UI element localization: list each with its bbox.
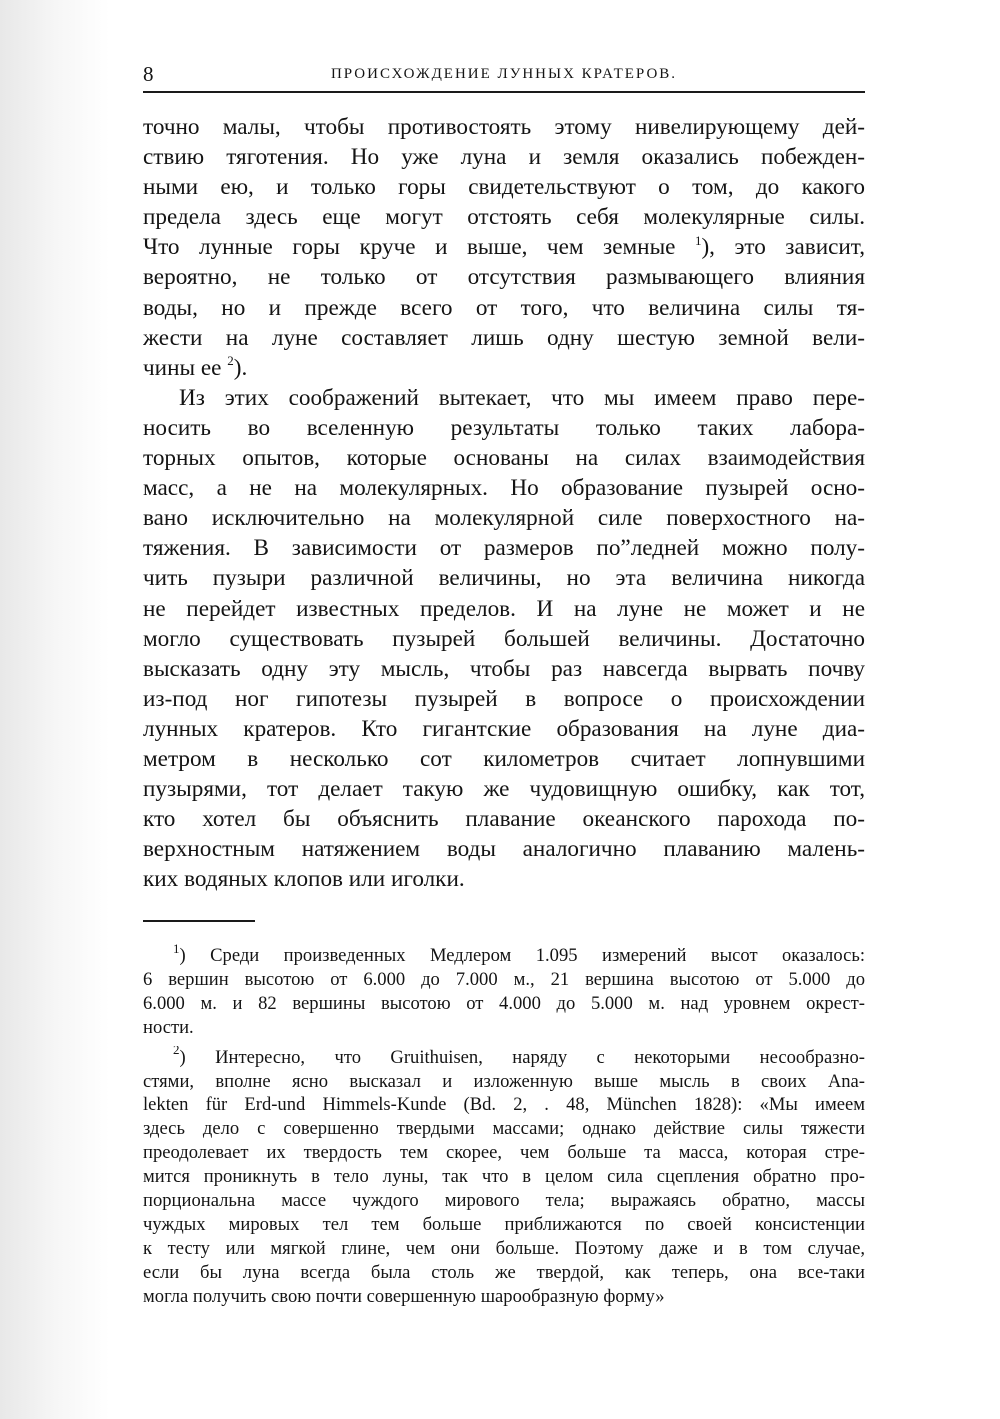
text-line: стями, вполне ясно высказал и изложенную выше мысль в своих Ana-: [143, 1070, 865, 1092]
text-line: lekten für Erd-und Himmels-Kunde (Bd. 2, . 48, München 1828): «Мы имеем: [143, 1094, 865, 1116]
text-segment: Интересно, что Gruithuisen, наряду с некоторыми несообразно-: [215, 1046, 865, 1068]
text-line: жести на луне составляет лишь одну шестую земной вели-: [143, 324, 865, 351]
footnote-ref: 1: [694, 232, 702, 248]
text-line: носить во вселенную результаты только таких лабора-: [143, 414, 865, 441]
text-segment: ).: [233, 354, 248, 381]
text-segment: ), это зависит,: [701, 234, 865, 261]
text-segment: Среди произведенных Медлером 1.095 измерений высот оказалось:: [210, 945, 865, 966]
text-line: пузырями, тот делает такую же чудовищную ошибку, как тот,: [143, 776, 865, 803]
text-line: ными ею, и только горы свидетельствуют о том, до какого: [143, 174, 865, 201]
text-line: мится проникнуть в тело луны, так что в целом сила сцепления обратно про-: [143, 1166, 865, 1188]
text-line: высказать одну эту мысль, чтобы раз навсегда вырвать почву: [143, 655, 865, 682]
text-line: предела здесь еще могут отстоять себя молекулярные силы.: [143, 204, 865, 231]
text-line: масс, а не на молекулярных. Но образование пузырей осно-: [143, 475, 865, 502]
footnote-2: [143, 1046, 865, 1309]
text-line: тяжения. В зависимости от размеров по”ледней можно полу-: [143, 535, 865, 562]
header-rule: [143, 91, 865, 93]
text-line: здесь дело с совершенно твердыми массами; однако действие силы тяжести: [143, 1118, 865, 1140]
text-line: порциональна массе чуждого мирового тела; выражаясь обратно, массы: [143, 1190, 865, 1212]
footnote-ref: 2: [227, 353, 234, 369]
text-line: 6 вершин высотою от 6.000 до 7.000 м., 21 вершина высотою от 5.000 до: [143, 968, 865, 990]
text-line: могла получить свою почти совершенную шарообразную форму»: [143, 1285, 665, 1307]
footnotes: [143, 944, 865, 1315]
text-line: ности.: [143, 1016, 194, 1038]
footnote-mark: 1: [173, 944, 180, 956]
text-line: из-под ног гипотезы пузырей в вопросе о происхождении: [143, 685, 865, 712]
text-line: метром в несколько сот километров считает лопнувшими: [143, 745, 865, 772]
text-line: 6.000 м. и 82 вершины высотою от 4.000 до 5.000 м. над уровнем окрест-: [143, 992, 865, 1014]
paragraph: [143, 383, 865, 895]
page-header: [143, 62, 865, 92]
text-line: кто хотел бы объяснить плавание океанского парохода по-: [143, 806, 865, 833]
footnote-mark: 2: [173, 1045, 180, 1058]
text-line: если бы луна всегда была столь же твердой, как теперь, она все-таки: [143, 1261, 865, 1283]
text-line: Из этих соображений вытекает, что мы имеем право пере-: [179, 384, 865, 411]
text-line: [143, 232, 865, 262]
paragraph: [143, 112, 865, 383]
text-line: преодолевает их твердость тем скорее, чем больше та масса, которая стре-: [143, 1142, 865, 1164]
text-line: [143, 353, 865, 383]
text-line: чить пузыри различной величины, но эта величина никогда: [143, 565, 865, 592]
text-line: лунных кратеров. Кто гигантские образования на луне диа-: [143, 715, 865, 742]
footnote-rule: [143, 920, 255, 922]
page-number: 8: [143, 62, 154, 86]
text-line: ствию тяготения. Но уже луна и земля оказались побежден-: [143, 144, 865, 171]
text-line: чуждых мировых тел тем больше приближаются по своей консистенции: [143, 1213, 865, 1235]
text-line: $^2$) Интересно, что Gruithuisen, наряду с некоторыми несообразно-: [143, 1046, 865, 1070]
text-segment: Что лунные горы круче и выше, чем земные: [143, 234, 676, 261]
text-line: точно малы, чтобы противостоять этому нивелирующему дей-: [143, 114, 865, 140]
text-line: вероятно, не только от отсутствия размывающего влияния: [143, 264, 865, 291]
text-segment: чины ее: [143, 354, 222, 381]
running-title: ПРОИСХОЖДЕНИЕ ЛУННЫХ КРАТЕРОВ.: [330, 66, 678, 82]
text-line: воды, но и прежде всего от того, что величина силы тя-: [143, 294, 865, 321]
footnote-1: [143, 944, 865, 1040]
text-line: не перейдет известных пределов. И на луне не может и не: [143, 595, 865, 622]
text-line: могло существовать пузырей большей величины. Достаточно: [143, 625, 865, 652]
main-text: [143, 112, 865, 894]
text-line: торных опытов, которые основаны на силах взаимодействия: [143, 445, 865, 472]
text-line: ких водяных клопов или иголки.: [143, 866, 465, 893]
text-line: к тесту или мягкой глине, чем они больше. Поэтому даже и в том случае,: [143, 1237, 865, 1259]
text-line: верхностным натяжением воды аналогично плаванию малень-: [143, 836, 865, 863]
text-line: $^1$) Среди произведенных Медлером 1.095 измерений высот оказалось:: [143, 944, 865, 968]
text-line: вано исключительно на молекулярной силе поверхостного на-: [143, 505, 865, 532]
